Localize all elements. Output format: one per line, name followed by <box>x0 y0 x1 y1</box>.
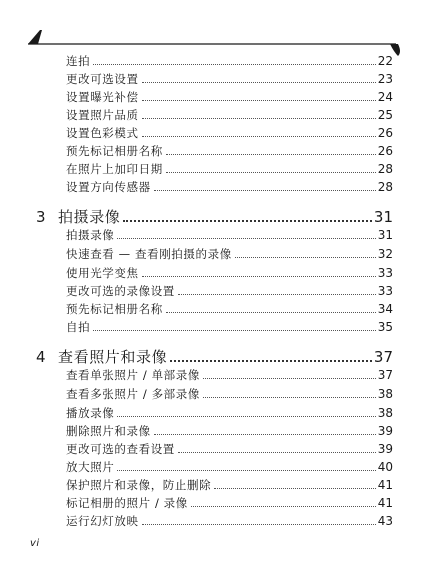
dot-leader <box>203 397 376 398</box>
chapter-number: 4 <box>36 348 47 366</box>
toc-entry-label: 删除照片和录像 <box>66 424 151 438</box>
toc-entry[interactable] <box>66 178 393 194</box>
toc-entry-page: 41 <box>377 496 393 510</box>
toc-entry[interactable] <box>66 245 393 261</box>
toc-entry-page: 39 <box>377 424 393 438</box>
toc-entry[interactable] <box>66 422 393 438</box>
dot-leader <box>93 64 376 65</box>
toc-entry-label: 预先标记相册名称 <box>66 144 163 158</box>
toc-entry-label: 查看多张照片 / 多部录像 <box>66 387 200 401</box>
dot-leader <box>142 136 376 137</box>
toc-entry-page: 28 <box>377 180 393 194</box>
toc-entry-label: 保护照片和录像，防止删除 <box>66 478 212 492</box>
toc-entry[interactable] <box>66 264 393 280</box>
toc-entry-page: 24 <box>377 90 393 104</box>
dot-leader <box>154 434 376 435</box>
toc-entry-label: 连拍 <box>66 54 91 68</box>
toc-entry-label: 放大照片 <box>66 460 115 474</box>
toc-entry[interactable] <box>66 160 393 176</box>
toc-entry-label: 标记相册的照片 / 录像 <box>66 496 188 510</box>
toc-entry-page: 39 <box>377 442 393 456</box>
toc-entry-label: 设置方向传感器 <box>66 180 151 194</box>
dot-leader <box>93 330 376 331</box>
toc-entry-label: 预先标记相册名称 <box>66 302 163 316</box>
dot-leader <box>166 154 376 155</box>
toc-entry[interactable] <box>66 88 393 104</box>
dot-leader <box>203 378 376 379</box>
chapter-heading[interactable] <box>36 344 393 366</box>
toc-entry-page: 34 <box>377 302 393 316</box>
toc-entry[interactable] <box>66 282 393 298</box>
toc-entry-page: 26 <box>377 144 393 158</box>
page-number: vi <box>30 538 40 549</box>
toc-entry[interactable] <box>66 70 393 86</box>
toc-entry-label: 设置照片品质 <box>66 108 139 122</box>
toc-entry-label: 更改可选的录像设置 <box>66 284 175 298</box>
toc-entry[interactable] <box>66 300 393 316</box>
toc-entry[interactable] <box>66 142 393 158</box>
chapter-page: 37 <box>373 348 393 366</box>
dot-leader <box>170 360 372 362</box>
toc-entry-label: 设置色彩模式 <box>66 126 139 140</box>
dot-leader <box>178 294 376 295</box>
toc-entry-label: 在照片上加印日期 <box>66 162 163 176</box>
toc-entry-label: 拍摄录像 <box>66 228 115 242</box>
toc-entry-label: 使用光学变焦 <box>66 266 139 280</box>
dot-leader <box>178 452 376 453</box>
toc-entry[interactable] <box>66 404 393 420</box>
toc-entry-page: 33 <box>377 266 393 280</box>
dot-leader <box>123 220 372 222</box>
dot-leader <box>117 416 375 417</box>
toc-entry[interactable] <box>66 226 393 242</box>
toc-entry-page: 43 <box>377 514 393 528</box>
toc-entry-page: 41 <box>377 478 393 492</box>
dot-leader <box>166 172 376 173</box>
dot-leader <box>166 312 376 313</box>
toc-entry[interactable] <box>66 366 393 382</box>
dot-leader <box>235 257 376 258</box>
toc-entry-page: 25 <box>377 108 393 122</box>
toc-entry-page: 22 <box>377 54 393 68</box>
toc-entry-label: 播放录像 <box>66 406 115 420</box>
toc-entry-page: 40 <box>377 460 393 474</box>
dot-leader <box>142 100 376 101</box>
toc-entry[interactable] <box>66 476 393 492</box>
dot-leader <box>191 506 376 507</box>
toc-entry-label: 运行幻灯放映 <box>66 514 139 528</box>
toc-entry-label: 更改可选的查看设置 <box>66 442 175 456</box>
dot-leader <box>142 276 376 277</box>
chapter-title: 查看照片和录像 <box>58 348 168 366</box>
toc-entry-label: 更改可选设置 <box>66 72 139 86</box>
toc-entry[interactable] <box>66 385 393 401</box>
toc-entry-label: 设置曝光补偿 <box>66 90 139 104</box>
toc-entry[interactable] <box>66 512 393 528</box>
toc-entry-page: 23 <box>377 72 393 86</box>
toc-entry-page: 35 <box>377 320 393 334</box>
toc-entry-page: 31 <box>377 228 393 242</box>
toc-entry[interactable] <box>66 106 393 122</box>
toc-entry[interactable] <box>66 440 393 456</box>
toc-entry-page: 28 <box>377 162 393 176</box>
toc-entry-page: 37 <box>377 368 393 382</box>
dot-leader <box>142 82 376 83</box>
toc-entry-page: 38 <box>377 406 393 420</box>
toc-entry-page: 32 <box>377 247 393 261</box>
toc-entry-label: 查看单张照片 / 单部录像 <box>66 368 200 382</box>
toc-entry[interactable] <box>66 494 393 510</box>
dot-leader <box>214 488 376 489</box>
toc-entry-page: 33 <box>377 284 393 298</box>
dot-leader <box>142 524 376 525</box>
toc-entry-page: 38 <box>377 387 393 401</box>
dot-leader <box>117 470 375 471</box>
toc-entry[interactable] <box>66 52 393 68</box>
toc-entry-label: 快速查看 — 查看刚拍摄的录像 <box>66 247 232 261</box>
toc-entry[interactable] <box>66 318 393 334</box>
chapter-heading[interactable] <box>36 204 393 226</box>
chapter-page: 31 <box>373 208 393 226</box>
dot-leader <box>142 118 376 119</box>
chapter-number: 3 <box>36 208 47 226</box>
toc-entry[interactable] <box>66 458 393 474</box>
toc-entry-page: 26 <box>377 126 393 140</box>
dot-leader <box>154 190 376 191</box>
chapter-title: 拍摄录像 <box>58 208 121 226</box>
toc-entry-label: 自拍 <box>66 320 91 334</box>
dot-leader <box>117 238 375 239</box>
toc-entry[interactable] <box>66 124 393 140</box>
